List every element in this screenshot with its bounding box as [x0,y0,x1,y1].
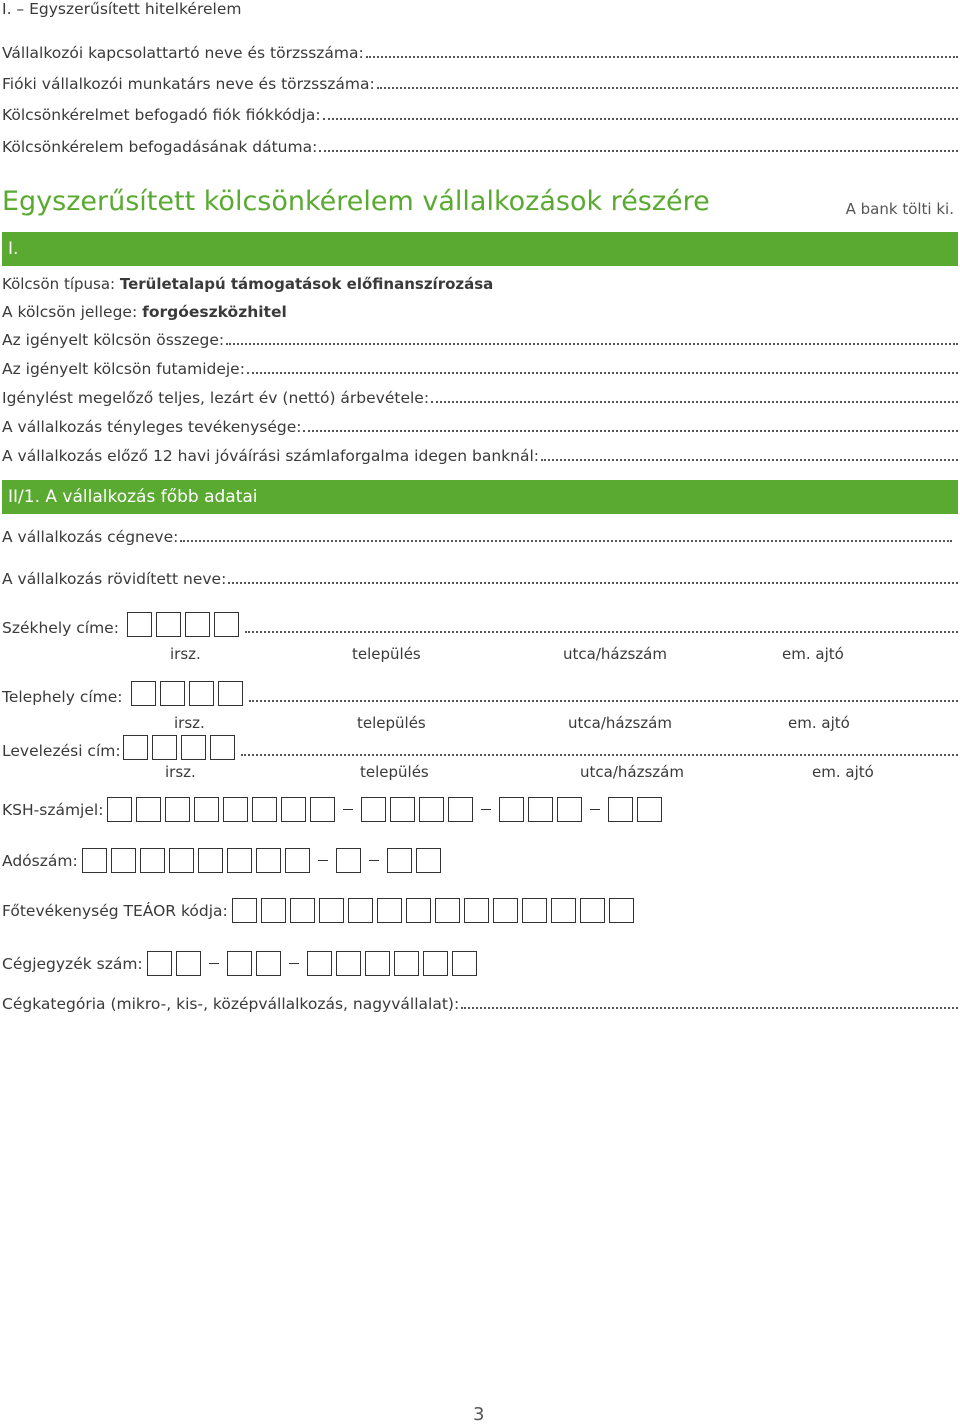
digit-box[interactable] [394,951,419,976]
revenue-field[interactable] [2,389,958,407]
fill-line [249,699,958,702]
fill-line [241,753,958,756]
digit-box[interactable] [290,898,315,923]
digit-box[interactable] [131,681,156,706]
digit-box[interactable] [189,681,214,706]
field-label: A vállalkozás rövidített neve: [2,570,227,588]
dash-separator [481,809,491,810]
digit-box[interactable] [214,612,239,637]
loan-type-label: Kölcsön típusa: [2,275,116,293]
field-label: A vállalkozás tényleges tevékenysége: [2,418,302,436]
zip-caption: irsz. [174,714,205,732]
zip-boxes[interactable] [131,681,247,706]
dash-separator [369,860,379,861]
digit-box[interactable] [348,898,373,923]
loan-term-field[interactable] [2,360,958,378]
teaor-field[interactable] [2,898,638,923]
digit-box[interactable] [336,951,361,976]
digit-box[interactable] [557,797,582,822]
city-caption: település [357,714,426,732]
field-label: Az igényelt kölcsön összege: [2,331,225,349]
company-category-field[interactable] [2,995,958,1013]
digit-box[interactable] [165,797,190,822]
document-header: I. – Egyszerűsített hitelkérelem [2,0,242,18]
digit-box[interactable] [416,848,441,873]
digit-box[interactable] [136,797,161,822]
digit-box[interactable] [307,951,332,976]
digit-box[interactable] [336,848,361,873]
section-1-title: I. [8,239,19,259]
digit-box[interactable] [419,797,444,822]
loan-nature-value: forgóeszközhitel [142,303,287,321]
digit-box[interactable] [227,848,252,873]
fill-line [366,55,958,58]
form-title: Egyszerűsített kölcsönkérelem vállalkozások részére [2,186,710,217]
mail-address-field[interactable] [2,735,958,760]
digit-box[interactable] [160,681,185,706]
digit-box[interactable] [252,797,277,822]
loan-nature-label: A kölcsön jellege: [2,303,138,321]
receipt-date-field[interactable] [2,138,958,156]
field-label: Fióki vállalkozói munkatárs neve és törzsszáma: [2,75,375,93]
section-2-heading [2,480,958,514]
digit-box[interactable] [580,898,605,923]
contact-person-field[interactable] [2,44,958,62]
branch-code-field[interactable] [2,106,958,124]
field-label: Kölcsönkérelem befogadásának dátuma: [2,138,318,156]
fill-line [180,539,952,542]
fill-line [245,630,958,633]
digit-box[interactable] [637,797,662,822]
fill-line [541,458,958,461]
short-name-field[interactable] [2,570,958,588]
digit-box[interactable] [127,612,152,637]
fill-line [247,371,958,374]
bank-note: A bank tölti ki. [845,200,954,218]
digit-box[interactable] [210,735,235,760]
digit-box[interactable] [218,681,243,706]
field-label: Vállalkozói kapcsolattartó neve és törzsszáma: [2,44,364,62]
field-label: A vállalkozás cégneve: [2,528,179,546]
digit-box[interactable] [261,898,286,923]
zip-boxes[interactable] [123,735,239,760]
page-number: 3 [473,1404,485,1425]
fill-line [228,581,958,584]
digit-box[interactable] [111,848,136,873]
digit-box[interactable] [493,898,518,923]
field-label: Kölcsönkérelmet befogadó fiók fiókkódja: [2,106,321,124]
floor-caption: em. ajtó [782,645,844,663]
digit-box[interactable] [365,951,390,976]
loan-nature [2,303,287,321]
fill-line [226,342,958,345]
digit-box[interactable] [310,797,335,822]
digit-box[interactable] [423,951,448,976]
digit-box[interactable] [319,898,344,923]
street-caption: utca/házszám [563,645,667,663]
activity-field[interactable] [2,418,958,436]
digit-box[interactable] [140,848,165,873]
digit-box[interactable] [82,848,107,873]
field-label: Főtevékenység TEÁOR kódja: [2,901,228,920]
fill-line [431,400,958,403]
fill-line [319,149,958,152]
city-caption: település [360,763,429,781]
city-caption: település [352,645,421,663]
loan-type [2,275,493,293]
fill-line [303,429,958,432]
floor-caption: em. ajtó [788,714,850,732]
digit-box[interactable] [387,848,412,873]
digit-box[interactable] [156,612,181,637]
digit-box[interactable] [169,848,194,873]
field-label: Telephely címe: [2,688,123,706]
fill-line [377,86,958,89]
loan-amount-field[interactable] [2,331,958,349]
street-caption: utca/házszám [568,714,672,732]
zip-caption: irsz. [165,763,196,781]
digit-box[interactable] [256,848,281,873]
field-label: Cégkategória (mikro-, kis-, középvállalkozás, nagyvállalat): [2,995,460,1013]
seat-address-field[interactable] [2,612,958,637]
digit-box[interactable] [181,735,206,760]
digit-box[interactable] [464,898,489,923]
digit-box[interactable] [435,898,460,923]
field-label: A vállalkozás előző 12 havi jóváírási számlaforgalma idegen banknál: [2,447,539,465]
digit-box[interactable] [123,735,148,760]
digit-box[interactable] [499,797,524,822]
digit-box[interactable] [232,898,257,923]
site-address-field[interactable] [2,681,958,706]
registry-number-field[interactable] [2,951,481,976]
digit-box[interactable] [176,951,201,976]
field-label: Cégjegyzék szám: [2,954,143,973]
digit-box[interactable] [522,898,547,923]
digit-box[interactable] [152,735,177,760]
branch-staff-field[interactable] [2,75,958,93]
field-label: Igénylést megelőző teljes, lezárt év (nettó) árbevétele: [2,389,430,407]
digit-box[interactable] [609,898,634,923]
digit-box[interactable] [285,848,310,873]
digit-box[interactable] [281,797,306,822]
street-caption: utca/házszám [580,763,684,781]
digit-box[interactable] [198,848,223,873]
floor-caption: em. ajtó [812,763,874,781]
digit-box[interactable] [551,898,576,923]
field-label: Adószám: [2,851,78,870]
field-label: Levelezési cím: [2,742,121,760]
digit-box[interactable] [390,797,415,822]
section-1-heading [2,232,958,266]
field-label: Székhely címe: [2,619,119,637]
loan-type-value: Területalapú támogatások előfinanszírozása [119,275,494,293]
digit-box[interactable] [147,951,172,976]
foreign-bank-turnover-field[interactable] [2,447,958,465]
digit-box[interactable] [227,951,252,976]
section-2-title: II/1. A vállalkozás főbb adatai [8,487,258,507]
field-label: Az igényelt kölcsön futamideje: [2,360,245,378]
dash-separator [289,963,299,964]
digit-box[interactable] [194,797,219,822]
digit-box[interactable] [608,797,633,822]
digit-box[interactable] [185,612,210,637]
digit-box[interactable] [406,898,431,923]
digit-box[interactable] [448,797,473,822]
dash-separator [209,963,219,964]
zip-caption: irsz. [170,645,201,663]
digit-box[interactable] [377,898,402,923]
company-name-field[interactable] [2,528,952,546]
dash-separator [590,809,600,810]
digit-box[interactable] [528,797,553,822]
digit-box[interactable] [107,797,132,822]
digit-box[interactable] [452,951,477,976]
dash-separator [343,809,353,810]
zip-boxes[interactable] [127,612,243,637]
digit-box[interactable] [361,797,386,822]
fill-line [461,1006,958,1009]
digit-box[interactable] [256,951,281,976]
fill-line [323,117,958,120]
field-label: KSH-számjel: [2,800,104,819]
digit-box[interactable] [223,797,248,822]
dash-separator [318,860,328,861]
ksh-field[interactable] [2,797,666,822]
tax-number-field[interactable] [2,848,445,873]
